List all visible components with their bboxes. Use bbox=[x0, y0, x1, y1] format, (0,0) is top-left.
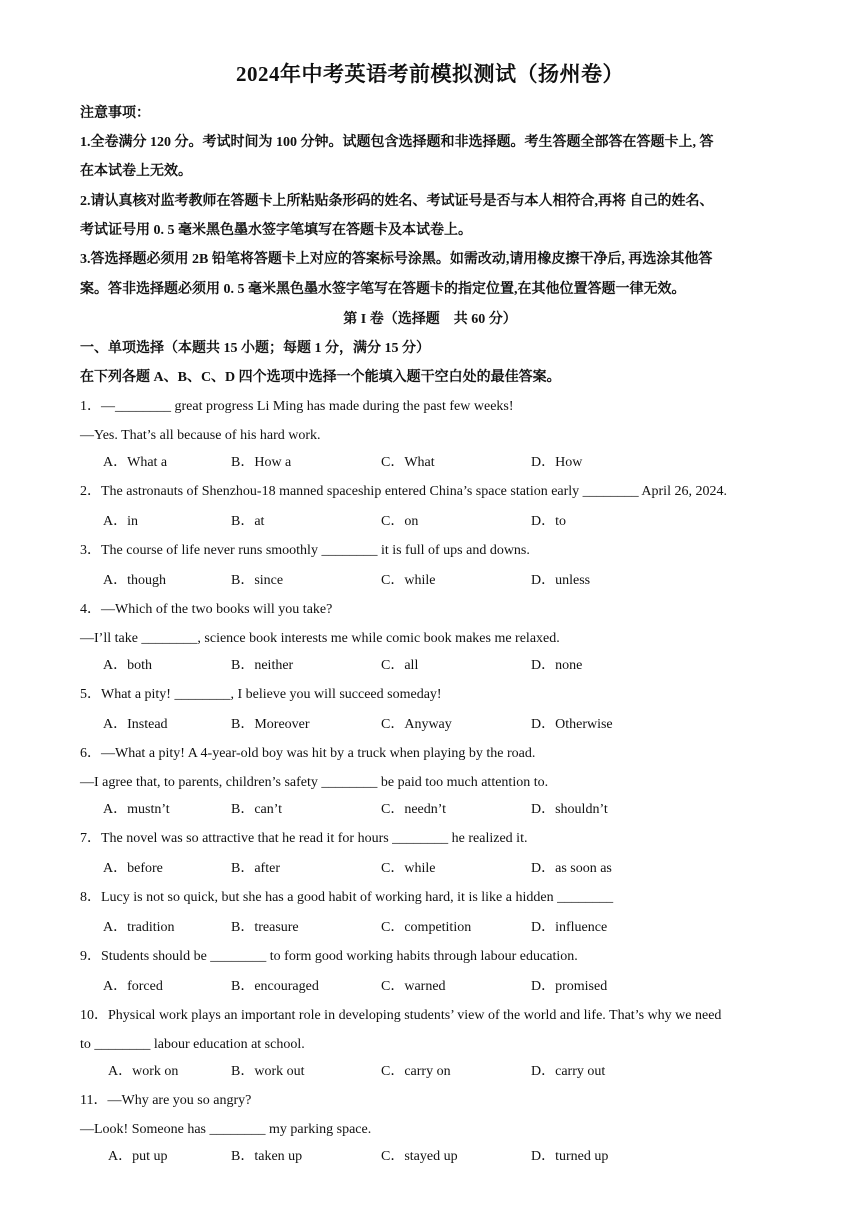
option-a: A．both bbox=[103, 658, 152, 673]
question-stem: 3．The course of life never runs smoothly ________ it is full of ups and downs. bbox=[80, 543, 530, 558]
question-stem: 4．—Which of the two books will you take? bbox=[80, 602, 333, 617]
option-b: B．work out bbox=[231, 1064, 305, 1079]
question-stem: 7．The novel was so attractive that he read it for hours ________ he realized it. bbox=[80, 831, 528, 846]
option-d: D．promised bbox=[531, 979, 608, 994]
option-a: A．forced bbox=[103, 979, 163, 994]
section-heading: 一、单项选择（本题共 15 小题；每题 1 分，满分 15 分） bbox=[80, 341, 430, 356]
question-stem: —Yes. That’s all because of his hard work. bbox=[80, 428, 321, 443]
option-d: D．How bbox=[531, 455, 583, 470]
question-stem: 8．Lucy is not so quick, but she has a good habit of working hard, it is like a hidden ________ bbox=[80, 890, 614, 905]
option-a: A．before bbox=[103, 861, 163, 876]
option-b: B．encouraged bbox=[231, 979, 319, 994]
option-c: C．while bbox=[381, 573, 436, 588]
option-b: B．since bbox=[231, 573, 284, 588]
option-d: D．carry out bbox=[531, 1064, 606, 1079]
option-c: C．What bbox=[381, 455, 435, 470]
option-b: B．taken up bbox=[231, 1149, 303, 1164]
question-stem: 6．—What a pity! A 4-year-old boy was hit by a truck when playing by the road. bbox=[80, 746, 536, 761]
option-c: C．on bbox=[381, 514, 419, 529]
part-heading: 第 I 卷（选择题 共 60 分） bbox=[343, 312, 517, 327]
option-d: D．influence bbox=[531, 920, 608, 935]
option-d: D．turned up bbox=[531, 1149, 609, 1164]
option-d: D．shouldn’t bbox=[531, 802, 608, 817]
question-stem: 2．The astronauts of Shenzhou-18 manned spaceship entered China’s space station early ________ April 26, 2024. bbox=[80, 484, 727, 499]
option-c: C．competition bbox=[381, 920, 472, 935]
question-stem: —Look! Someone has ________ my parking space. bbox=[80, 1122, 372, 1137]
option-c: C．carry on bbox=[381, 1064, 451, 1079]
option-c: C．stayed up bbox=[381, 1149, 458, 1164]
option-a: A．though bbox=[103, 573, 166, 588]
page-title: 2024年中考英语考前模拟测试（扬州卷） bbox=[236, 62, 624, 86]
notice-line: 在本试卷上无效。 bbox=[80, 164, 192, 179]
option-b: B．treasure bbox=[231, 920, 299, 935]
question-stem: 10．Physical work plays an important role in developing students’ view of the world and life. That’s why we need bbox=[80, 1008, 722, 1023]
question-stem: 1．—________ great progress Li Ming has made during the past few weeks! bbox=[80, 399, 514, 414]
question-stem: —I’ll take ________, science book interests me while comic book makes me relaxed. bbox=[80, 631, 560, 646]
option-a: A．in bbox=[103, 514, 138, 529]
option-d: D．as soon as bbox=[531, 861, 612, 876]
option-b: B．can’t bbox=[231, 802, 283, 817]
notice-heading: 注意事项： bbox=[80, 106, 150, 121]
option-a: A．tradition bbox=[103, 920, 175, 935]
question-stem: 5．What a pity! ________, I believe you will succeed someday! bbox=[80, 687, 442, 702]
section-instruction: 在下列各题 A、B、C、D 四个选项中选择一个能填入题干空白处的最佳答案。 bbox=[80, 370, 561, 385]
option-d: D．none bbox=[531, 658, 583, 673]
option-b: B．Moreover bbox=[231, 717, 310, 732]
notice-line: 3.答选择题必须用 2B 铅笔将答题卡上对应的答案标号涂黑。如需改动,请用橡皮擦干净后, 再选涂其他答 bbox=[80, 252, 713, 267]
option-d: D．to bbox=[531, 514, 566, 529]
option-d: D．Otherwise bbox=[531, 717, 613, 732]
option-c: C．while bbox=[381, 861, 436, 876]
notice-line: 1.全卷满分 120 分。考试时间为 100 分钟。试题包含选择题和非选择题。考生答题全部答在答题卡上, 答 bbox=[80, 135, 714, 150]
option-c: C．needn’t bbox=[381, 802, 447, 817]
option-a: A．mustn’t bbox=[103, 802, 170, 817]
option-b: B．How a bbox=[231, 455, 292, 470]
option-a: A．put up bbox=[108, 1149, 168, 1164]
question-stem: 11．—Why are you so angry? bbox=[80, 1093, 252, 1108]
notice-line: 2.请认真核对监考教师在答题卡上所粘贴条形码的姓名、考试证号是否与本人相符合,再将 自己的姓名、 bbox=[80, 194, 714, 209]
option-d: D．unless bbox=[531, 573, 591, 588]
notice-line: 考试证号用 0. 5 毫米黑色墨水签字笔填写在答题卡及本试卷上。 bbox=[80, 223, 472, 238]
option-c: C．all bbox=[381, 658, 419, 673]
question-stem: 9．Students should be ________ to form good working habits through labour education. bbox=[80, 949, 578, 964]
question-stem: to ________ labour education at school. bbox=[80, 1037, 305, 1052]
option-b: B．at bbox=[231, 514, 265, 529]
option-c: C．Anyway bbox=[381, 717, 452, 732]
option-a: A．Instead bbox=[103, 717, 168, 732]
question-stem: —I agree that, to parents, children’s safety ________ be paid too much attention to. bbox=[80, 775, 549, 790]
option-c: C．warned bbox=[381, 979, 446, 994]
option-a: A．work on bbox=[108, 1064, 179, 1079]
option-b: B．neither bbox=[231, 658, 294, 673]
option-a: A．What a bbox=[103, 455, 168, 470]
notice-line: 案。答非选择题必须用 0. 5 毫米黑色墨水签字笔写在答题卡的指定位置,在其他位置答题一律无效。 bbox=[80, 282, 686, 297]
option-b: B．after bbox=[231, 861, 280, 876]
